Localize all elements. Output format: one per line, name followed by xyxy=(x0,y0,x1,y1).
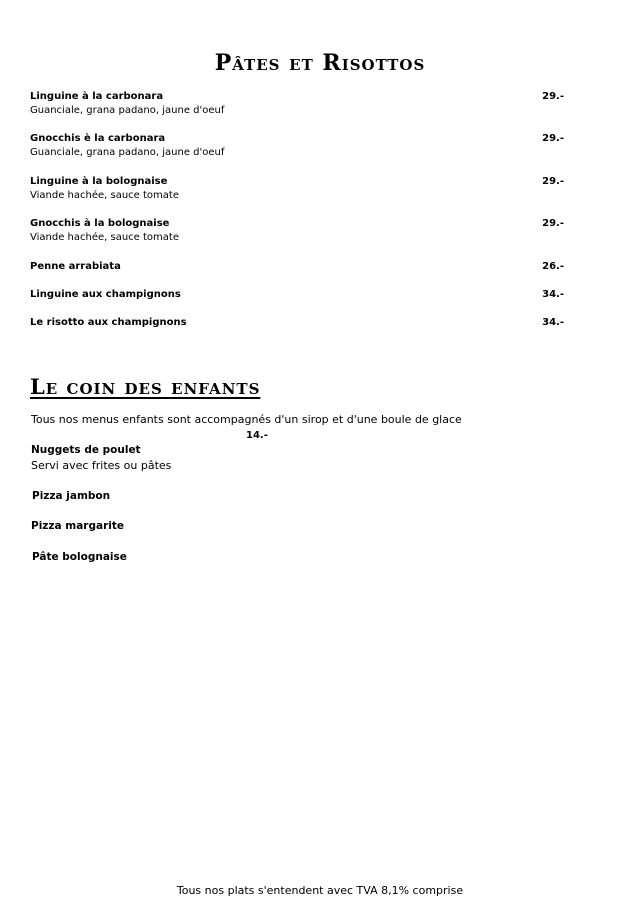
menu-item xyxy=(30,90,564,132)
menu-item-name: Le risotto aux champignons xyxy=(30,317,187,328)
menu-item-name: Gnocchis è la carbonara xyxy=(30,133,166,144)
menu-item-price: 34.- xyxy=(542,317,564,328)
menu-item-description: Guanciale, grana padano, jaune d'oeuf xyxy=(30,105,225,116)
menu-item-name: Linguine à la bolognaise xyxy=(30,176,168,187)
kids-item-name: Pizza jambon xyxy=(32,490,111,502)
menu-item-price: 29.- xyxy=(542,91,564,102)
menu-item xyxy=(30,316,564,344)
kids-item-name: Pâte bolognaise xyxy=(32,551,127,563)
menu-item-description: Guanciale, grana padano, jaune d'oeuf xyxy=(30,147,225,158)
menu-item xyxy=(30,288,564,316)
menu-item xyxy=(30,217,564,260)
menu-item xyxy=(30,260,564,288)
kids-item-name: Pizza margarite xyxy=(31,520,124,532)
menu-item-name: Penne arrabiata xyxy=(30,261,121,272)
menu-item-name: Gnocchis à la bolognaise xyxy=(30,218,170,229)
menu-item-price: 29.- xyxy=(542,176,564,187)
section-title-pates-risottos: Pâtes et Risottos xyxy=(214,50,426,76)
menu-item xyxy=(30,132,564,175)
menu-item-description: Viande hachée, sauce tomate xyxy=(30,232,179,243)
menu-item-price: 29.- xyxy=(542,218,564,229)
kids-item-description: Servi avec frites ou pâtes xyxy=(31,459,172,472)
menu-item-name: Linguine aux champignons xyxy=(30,289,181,300)
menu-item-price: 26.- xyxy=(542,261,564,272)
menu-item xyxy=(30,175,564,217)
menu-item-name: Linguine à la carbonara xyxy=(30,91,164,102)
section-title-coin-enfants: Le coin des enfants xyxy=(30,374,261,399)
menu-item-description: Viande hachée, sauce tomate xyxy=(30,190,179,201)
vat-footer-note: Tous nos plats s'entendent avec TVA 8,1% comprise xyxy=(176,884,464,897)
kids-menu-intro: Tous nos menus enfants sont accompagnés d'un sirop et d'une boule de glace xyxy=(31,413,462,426)
pasta-menu-list xyxy=(30,90,564,344)
kids-menu-price: 14.- xyxy=(246,430,268,441)
kids-item-name: Nuggets de poulet xyxy=(31,444,141,456)
menu-item-price: 34.- xyxy=(542,289,564,300)
menu-item-price: 29.- xyxy=(542,133,564,144)
